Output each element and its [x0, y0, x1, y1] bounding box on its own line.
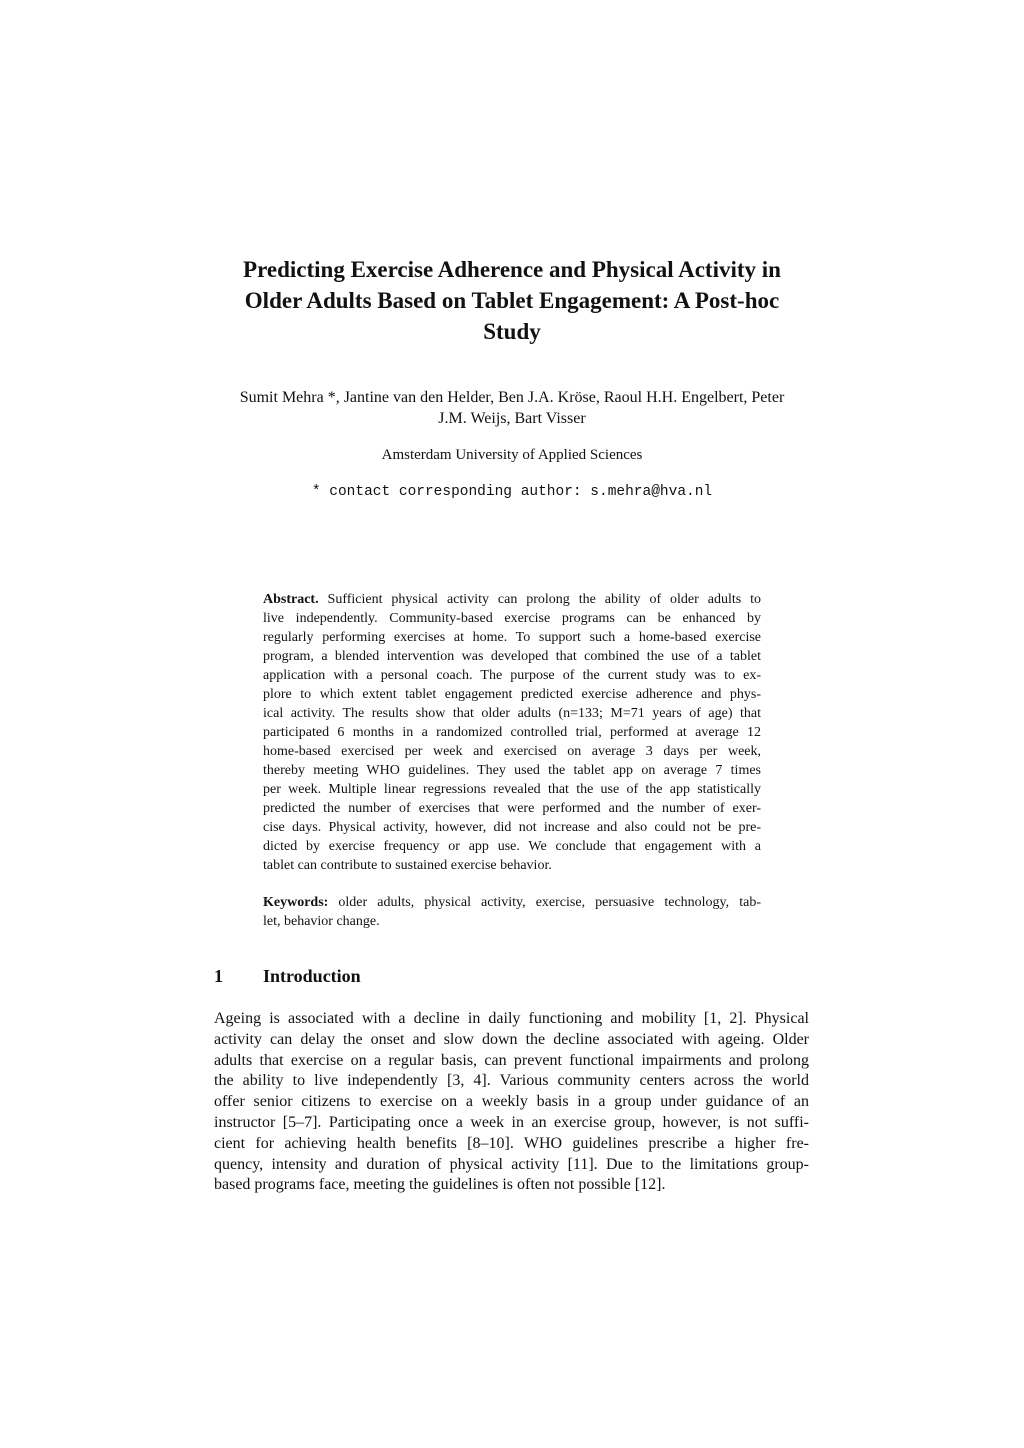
abstract-line: predicted the number of exercises that were performed and the number of exer- — [263, 801, 761, 816]
keywords — [263, 893, 761, 931]
title-line: Predicting Exercise Adherence and Physical Activity in — [243, 257, 781, 282]
section-number: 1 — [214, 966, 223, 986]
body-line: based programs face, meeting the guidelines is often not possible [12]. — [214, 1176, 666, 1194]
abstract-line: tablet can contribute to sustained exercise behavior. — [263, 858, 552, 873]
abstract-line: thereby meeting WHO guidelines. They used the tablet app on average 7 times — [263, 763, 761, 778]
abstract — [263, 590, 761, 875]
body-line: quency, intensity and duration of physical activity [11]. Due to the limitations group- — [214, 1155, 809, 1173]
abstract-label: Abstract. — [263, 592, 319, 607]
body-line: instructor [5–7]. Participating once a week in an exercise group, however, is not suffi- — [214, 1113, 809, 1131]
keywords-line: let, behavior change. — [263, 914, 380, 929]
introduction-body — [214, 1009, 809, 1196]
keywords-line — [263, 893, 761, 912]
body-line: adults that exercise on a regular basis, can prevent functional impairments and prolong — [214, 1051, 809, 1069]
abstract-line: live independently. Community-based exercise programs can be enhanced by — [263, 611, 761, 626]
body-line: cient for achieving health benefits [8–10]. WHO guidelines prescribe a higher fre- — [214, 1134, 809, 1152]
affiliation: Amsterdam University of Applied Sciences — [381, 447, 643, 463]
author-line: J.M. Weijs, Bart Visser — [438, 410, 586, 427]
author-line: Sumit Mehra *, Jantine van den Helder, Ben J.A. Kröse, Raoul H.H. Engelbert, Peter — [239, 389, 785, 406]
abstract-line: program, a blended intervention was developed that combined the use of a tablet — [263, 649, 761, 664]
body-line: activity can delay the onset and slow down the decline associated with ageing. Older — [214, 1030, 809, 1048]
abstract-line: plore to which extent tablet engagement predicted exercise adherence and phys- — [263, 687, 761, 702]
abstract-line: ical activity. The results show that older adults (n=133; M=71 years of age) that — [263, 706, 761, 721]
paper-title — [212, 254, 812, 347]
abstract-line: home-based exercised per week and exercised on average 3 days per week, — [263, 744, 761, 759]
abstract-line: dicted by exercise frequency or app use. We conclude that engagement with a — [263, 839, 761, 854]
body-line: offer senior citizens to exercise on a weekly basis in a group under guidance of an — [214, 1093, 809, 1111]
abstract-line — [263, 590, 761, 609]
abstract-line: participated 6 months in a randomized controlled trial, performed at average 12 — [263, 725, 761, 740]
body-line: Ageing is associated with a decline in daily functioning and mobility [1, 2]. Physical — [214, 1010, 809, 1027]
keywords-label: Keywords: — [263, 895, 329, 910]
body-line: the ability to live independently [3, 4]. Various community centers across the world — [214, 1072, 809, 1090]
abstract-line: regularly performing exercises at home. To support such a home-based exercise — [263, 630, 761, 645]
section-title: Introduction — [263, 966, 361, 986]
contact-email: * contact corresponding author: s.mehra@hva.nl — [311, 484, 713, 500]
title-line: Study — [483, 319, 541, 344]
abstract-line: per week. Multiple linear regressions revealed that the use of the app statistically — [263, 782, 761, 797]
author-list — [212, 387, 812, 429]
title-line: Older Adults Based on Tablet Engagement: A Post-hoc — [244, 288, 780, 313]
keywords-text: older adults, physical activity, exercise, persuasive technology, tab- — [328, 895, 761, 910]
abstract-line: cise days. Physical activity, however, did not increase and also could not be pre- — [263, 820, 761, 835]
section-heading — [214, 964, 814, 988]
abstract-line: application with a personal coach. The purpose of the current study was to ex- — [263, 668, 761, 683]
abstract-text: Sufficient physical activity can prolong the ability of older adults to — [318, 592, 761, 607]
